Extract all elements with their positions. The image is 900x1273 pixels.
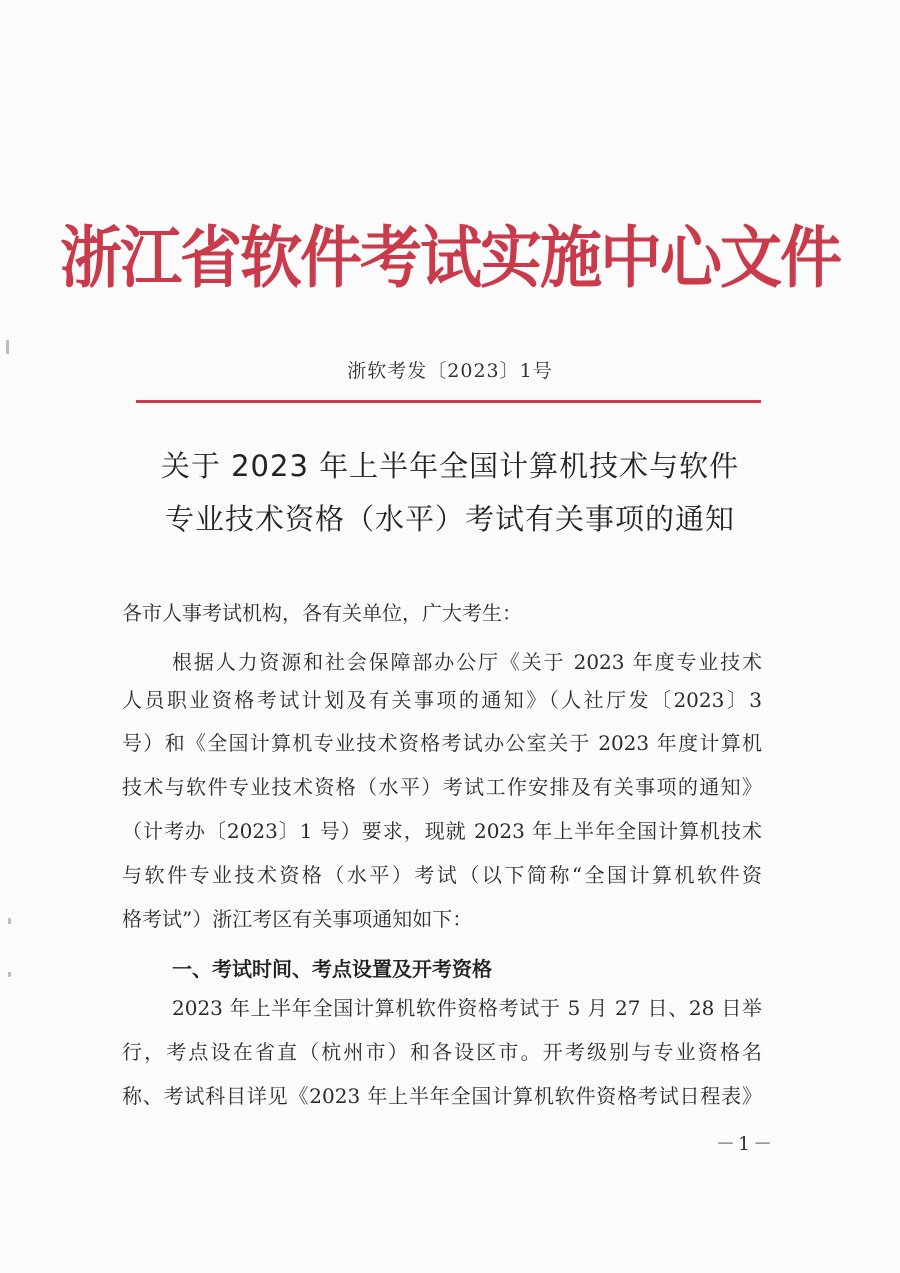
paragraph-line: 根据人力资源和社会保障部办公厅《关于 2023 年度专业技术 [172, 650, 762, 674]
page-number: －1－ [716, 1133, 776, 1155]
paragraph-line: （计考办〔2023〕1 号）要求，现就 2023 年上半年全国计算机技术 [122, 819, 762, 843]
paragraph-line: 2023 年上半年全国计算机软件资格考试于 5 月 27 日、28 日举 [172, 996, 762, 1020]
document-number: 浙软考发〔2023〕1号 [347, 360, 553, 382]
paragraph-line: 人员职业资格考试计划及有关事项的通知》（人社厅发〔2023〕3 [122, 688, 762, 712]
issuer-title: 浙江省软件考试实施中心文件 [59, 218, 840, 298]
paragraph-line: 与软件专业技术资格（水平）考试（以下简称“全国计算机软件资 [122, 863, 762, 887]
paragraph-line: 称、考试科目详见《2023 年上半年全国计算机软件资格考试日程表》 [122, 1084, 762, 1108]
red-divider-rule [136, 400, 761, 403]
notice-title-line-1: 关于 2023 年上半年全国计算机技术与软件 [160, 449, 740, 483]
paragraph-line: 号）和《全国计算机专业技术资格考试办公室关于 2023 年度计算机 [122, 731, 762, 755]
paragraph-line: 技术与软件专业技术资格（水平）考试工作安排及有关事项的通知》 [122, 775, 762, 799]
scan-speck [6, 340, 9, 354]
paragraph-line: 行，考点设在省直（杭州市）和各设区市。开考级别与专业资格名 [122, 1040, 762, 1064]
salutation: 各市人事考试机构，各有关单位，广大考生： [122, 601, 522, 625]
scan-speck [8, 972, 11, 977]
paragraph-line: 格考试”）浙江考区有关事项通知如下： [122, 907, 473, 931]
scan-speck [8, 918, 11, 924]
section-heading-1: 一、考试时间、考点设置及开考资格 [172, 957, 492, 981]
notice-title-line-2: 专业技术资格（水平）考试有关事项的通知 [164, 502, 735, 536]
